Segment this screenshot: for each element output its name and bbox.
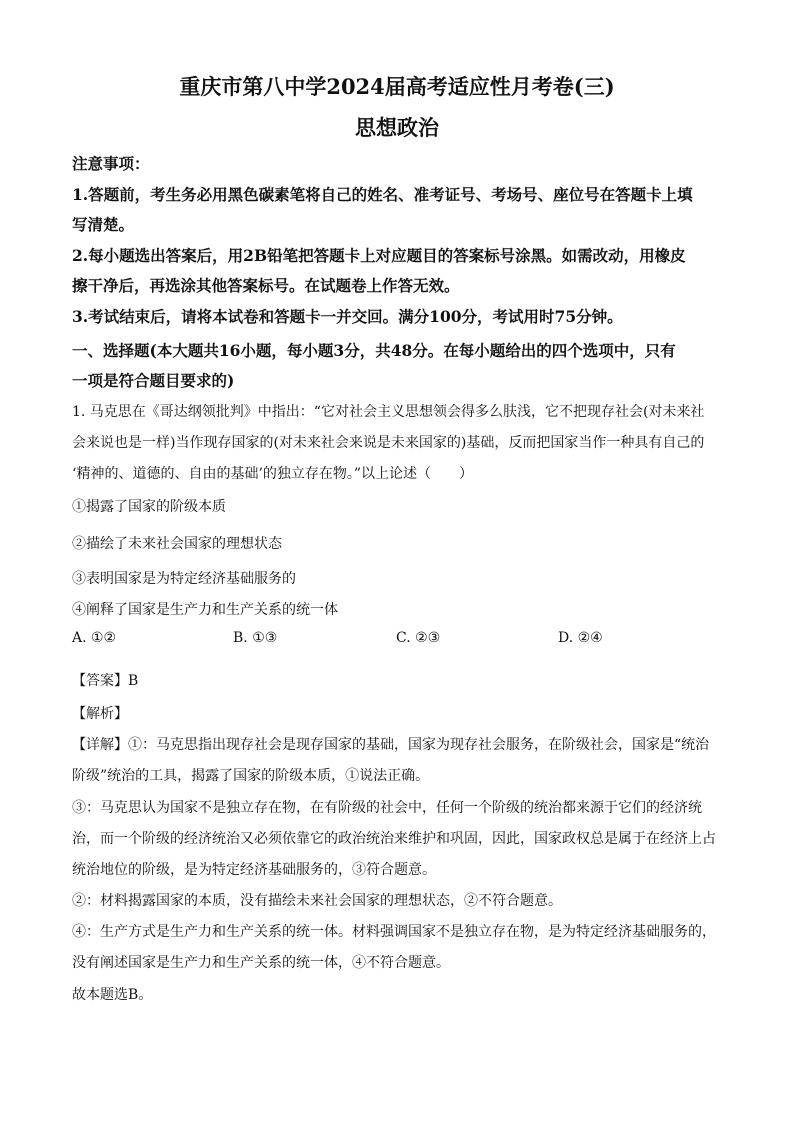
- section-heading-line-2: 一项是符合题目要求的): [72, 371, 235, 390]
- statement-3: ③表明国家是为特定经济基础服务的: [72, 571, 296, 587]
- point-3-line-1: ③：马克思认为国家不是独立存在物，在有阶级的社会中，任何一个阶级的统治都来源于它们的经济统: [72, 800, 702, 816]
- statement-4: ④阐释了国家是生产力和生产关系的统一体: [72, 602, 338, 618]
- subject-title: 思想政治: [355, 115, 439, 140]
- notice-item-1-line-1: 1.答题前，考生务必用黑色碳素笔将自己的姓名、准考证号、考场号、座位号在答题卡上填: [72, 185, 693, 204]
- option-d: D. ②④: [558, 630, 603, 646]
- option-b: B. ①③: [233, 630, 278, 646]
- statement-1: ①揭露了国家的阶级本质: [72, 499, 226, 515]
- question-stem-line-1: 1. 马克思在《哥达纲领批判》中指出：“它对社会主义思想领会得多么肤浅，它不把现存社会(对未来社: [72, 404, 705, 420]
- notice-item-2-line-2: 擦干净后，再选涂其他答案标号。在试题卷上作答无效。: [72, 276, 460, 295]
- detail-line-1: 【详解】①：马克思指出现存社会是现存国家的基础，国家为现存社会服务，在阶级社会，国家是“统治: [72, 737, 710, 753]
- point-4-line-1: ④：生产方式是生产力和生产关系的统一体。材料强调国家不是独立存在物，是为特定经济基础服务的，: [72, 924, 716, 940]
- notice-item-2-line-1: 2.每小题选出答案后，用2B铅笔把答题卡上对应题目的答案标号涂黑。如需改动，用橡皮: [72, 246, 686, 265]
- answer-line: 【答案】B: [72, 673, 139, 689]
- option-a: A. ①②: [72, 630, 117, 646]
- conclusion: 故本题选B。: [72, 987, 153, 1003]
- statement-2: ②描绘了未来社会国家的理想状态: [72, 536, 282, 552]
- notice-heading: 注意事项：: [72, 154, 150, 173]
- notice-item-1-line-2: 写清楚。: [72, 215, 135, 234]
- point-3-line-2: 治，而一个阶级的经济统治又必须依靠它的政治统治来维护和巩固，因此，国家政权总是属于在经济上占: [72, 831, 716, 847]
- option-c: C. ②③: [396, 630, 441, 646]
- notice-item-3: 3.考试结束后，请将本试卷和答题卡一并交回。满分100分，考试用时75分钟。: [72, 307, 623, 326]
- point-4-line-2: 没有阐述国家是生产力和生产关系的统一体，④不符合题意。: [72, 955, 450, 971]
- detail-line-2: 阶级”统治的工具，揭露了国家的阶级本质，①说法正确。: [72, 768, 430, 784]
- analysis-label: 【解析】: [72, 706, 128, 722]
- point-3-line-3: 统治地位的阶级，是为特定经济基础服务的，③符合题意。: [72, 862, 436, 878]
- exam-title: 重庆市第八中学2024届高考适应性月考卷(三): [179, 74, 615, 99]
- question-stem-line-2: 会来说也是一样)当作现存国家的(对未来社会来说是未来国家的)基础，反而把国家当作一种具有自己的: [72, 435, 705, 451]
- section-heading-line-1: 一、选择题(本大题共16小题，每小题3分，共48分。在每小题给出的四个选项中，只有: [72, 341, 676, 360]
- question-stem-line-3: ‘精神的、道德的、自由的基础’的独立存在物。”以上论述（ ）: [72, 466, 474, 482]
- point-2: ②：材料揭露国家的本质，没有描绘未来社会国家的理想状态，②不符合题意。: [72, 893, 562, 909]
